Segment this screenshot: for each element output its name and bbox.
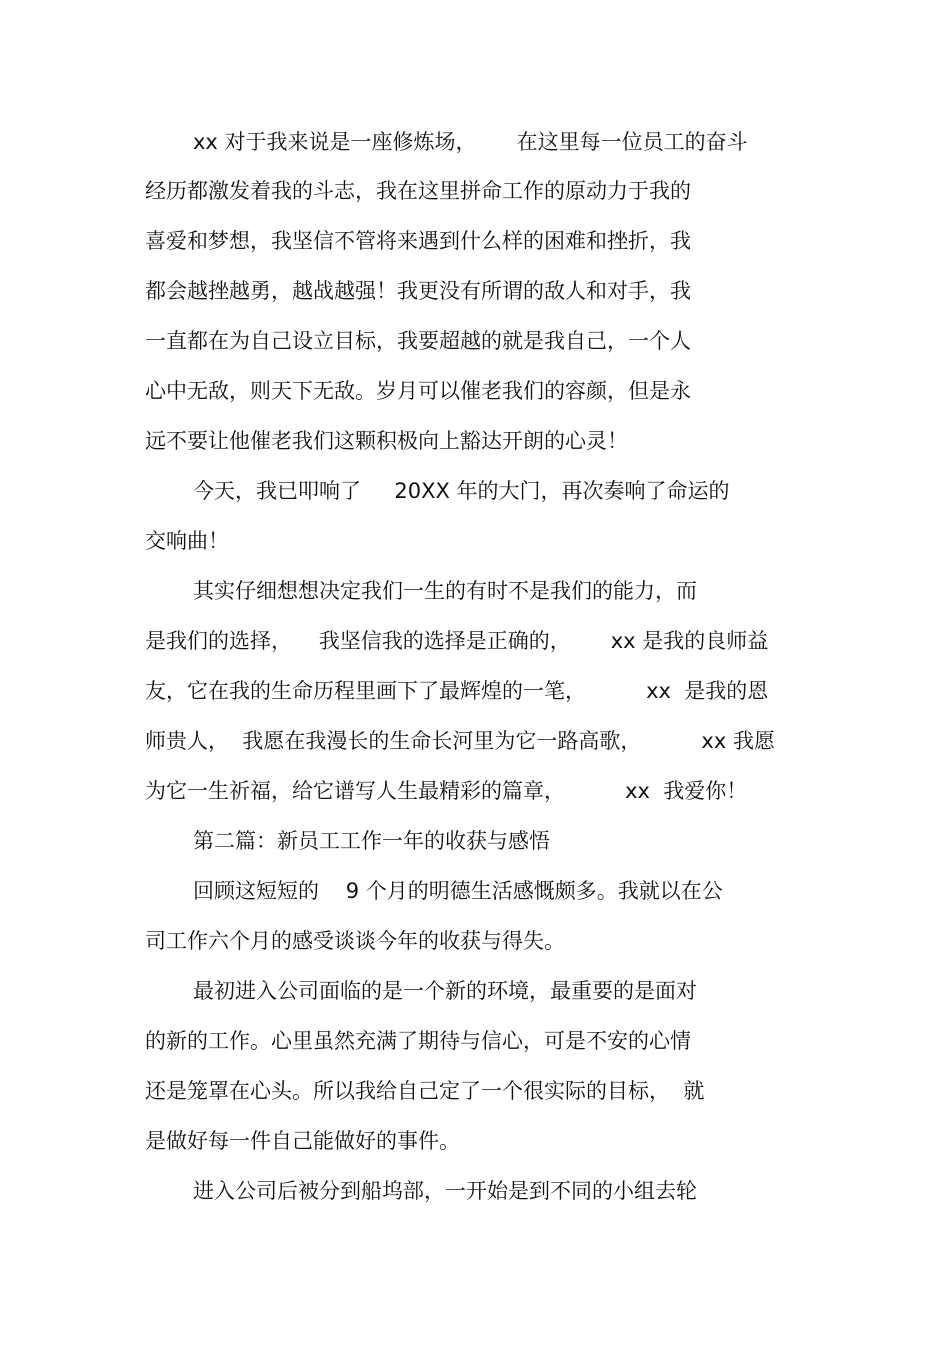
text-line: 远不要让他催老我们这颗积极向上豁达开朗的心灵！ <box>145 429 628 453</box>
text-line: 交响曲！ <box>145 529 229 553</box>
text-line: 师贵人， 我愿在我漫长的生命长河里为它一路高歌， xx 我愿 <box>145 729 775 753</box>
text-line: 今天，我已叩响了 20XX 年的大门，再次奏响了命运的 <box>193 479 730 503</box>
text-line: 还是笼罩在心头。所以我给自己定了一个很实际的目标， 就 <box>145 1079 705 1103</box>
text-line: 其实仔细想想决定我们一生的有时不是我们的能力，而 <box>193 579 697 603</box>
text-line: 友，它在我的生命历程里画下了最辉煌的一笔， xx 是我的恩 <box>145 679 769 703</box>
text-line: 经历都激发着我的斗志，我在这里拼命工作的原动力于我的 <box>145 179 691 203</box>
text-line: 回顾这短短的 9 个月的明德生活感慨颇多。我就以在公 <box>193 879 723 903</box>
text-line: 进入公司后被分到船坞部，一开始是到不同的小组去轮 <box>193 1179 697 1203</box>
text-line: 最初进入公司面临的是一个新的环境，最重要的是面对 <box>193 979 697 1003</box>
text-line: 心中无敌，则天下无敌。岁月可以催老我们的容颜，但是永 <box>145 379 691 403</box>
text-line: 一直都在为自己设立目标，我要超越的就是我自己，一个人 <box>145 329 691 353</box>
text-line: 都会越挫越勇，越战越强！我更没有所谓的敌人和对手，我 <box>145 279 691 303</box>
text-line: 为它一生祈福，给它谱写人生最精彩的篇章， xx 我爱你！ <box>145 779 748 803</box>
text-line: 是做好每一件自己能做好的事件。 <box>145 1129 460 1153</box>
text-line: 的新的工作。心里虽然充满了期待与信心，可是不安的心情 <box>145 1029 691 1053</box>
section-heading: 第二篇：新员工工作一年的收获与感悟 <box>193 829 550 853</box>
text-line: xx 对于我来说是一座修炼场， 在这里每一位员工的奋斗 <box>193 130 748 154</box>
text-line: 喜爱和梦想，我坚信不管将来遇到什么样的困难和挫折，我 <box>145 229 691 253</box>
text-line: 是我们的选择， 我坚信我的选择是正确的， xx 是我的良师益 <box>145 629 769 653</box>
text-line: 司工作六个月的感受谈谈今年的收获与得失。 <box>145 929 565 953</box>
